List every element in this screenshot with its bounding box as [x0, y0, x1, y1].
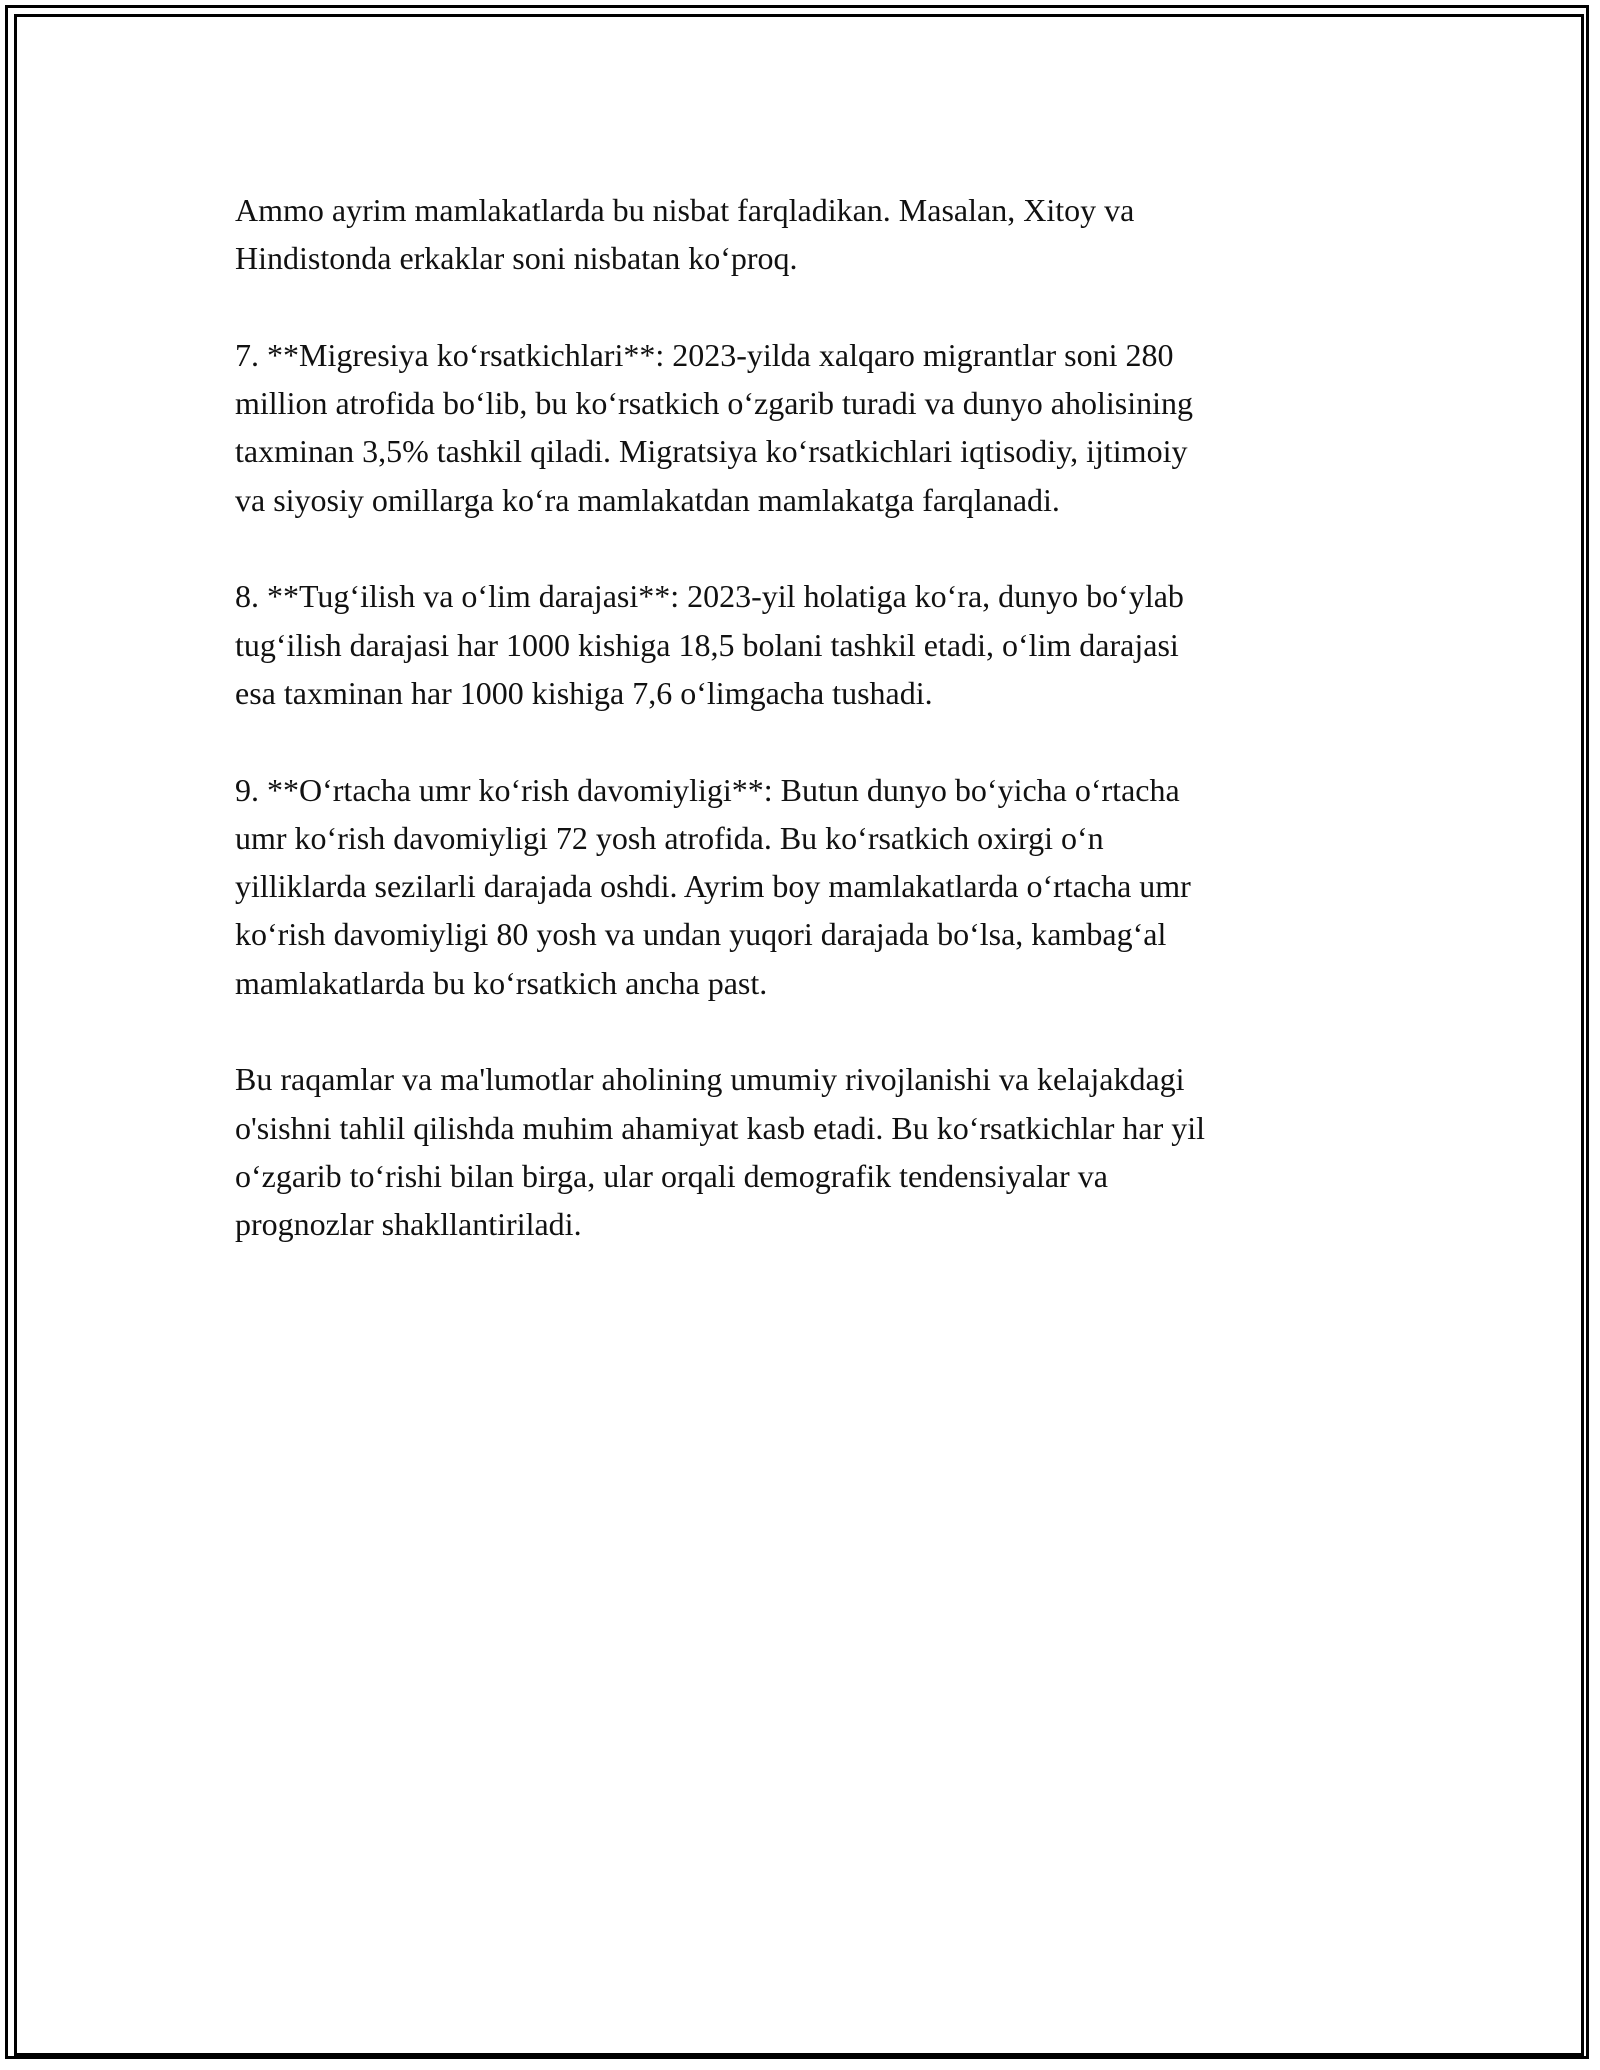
paragraph-gender-ratio: Ammo ayrim mamlakatlarda bu nisbat farqladikan. Masalan, Xitoy va Hindistonda erkaklar soni nisbatan koʻproq. [235, 192, 1135, 277]
paragraph-migration: 7. **Migresiya koʻrsatkichlari**: 2023-yilda xalqaro migrantlar soni 280 million atrofida boʻlib, bu koʻrsatkich oʻzgarib turadi va dunyo aholisining taxminan 3,5% tashkil qiladi. Migratsiya koʻrsatkichlari iqtisodiy, ijtimoiy va siyosiy omillarga koʻra mamlakatdan mamlakatga farqlanadi. [235, 336, 1194, 518]
document-body [235, 186, 1360, 1297]
paragraph-conclusion: Bu raqamlar va ma'lumotlar aholining umumiy rivojlanishi va kelajakdagi o'sishni tahlil qilishda muhim ahamiyat kasb etadi. Bu koʻrsatkichlar har yil oʻzgarib toʻrishi bilan birga, ular orqali demografik tendensiyalar va prognozlar shakllantiriladi. [235, 1061, 1206, 1243]
paragraph-birth-death-rate: 8. **Tugʻilish va oʻlim darajasi**: 2023-yil holatiga koʻra, dunyo boʻylab tugʻilish darajasi har 1000 kishiga 18,5 bolani tashkil etadi, oʻlim darajasi esa taxminan har 1000 kishiga 7,6 oʻlimgacha tushadi. [235, 578, 1184, 711]
paragraph-life-expectancy: 9. **Oʻrtacha umr koʻrish davomiyligi**: Butun dunyo boʻyicha oʻrtacha umr koʻrish davomiyligi 72 yosh atrofida. Bu koʻrsatkich oxirgi oʻn yilliklarda sezilarli darajada oshdi. Ayrim boy mamlakatlarda oʻrtacha umr koʻrish davomiyligi 80 yosh va undan yuqori darajada boʻlsa, kambagʻal mamlakatlarda bu koʻrsatkich ancha past. [235, 771, 1191, 1001]
